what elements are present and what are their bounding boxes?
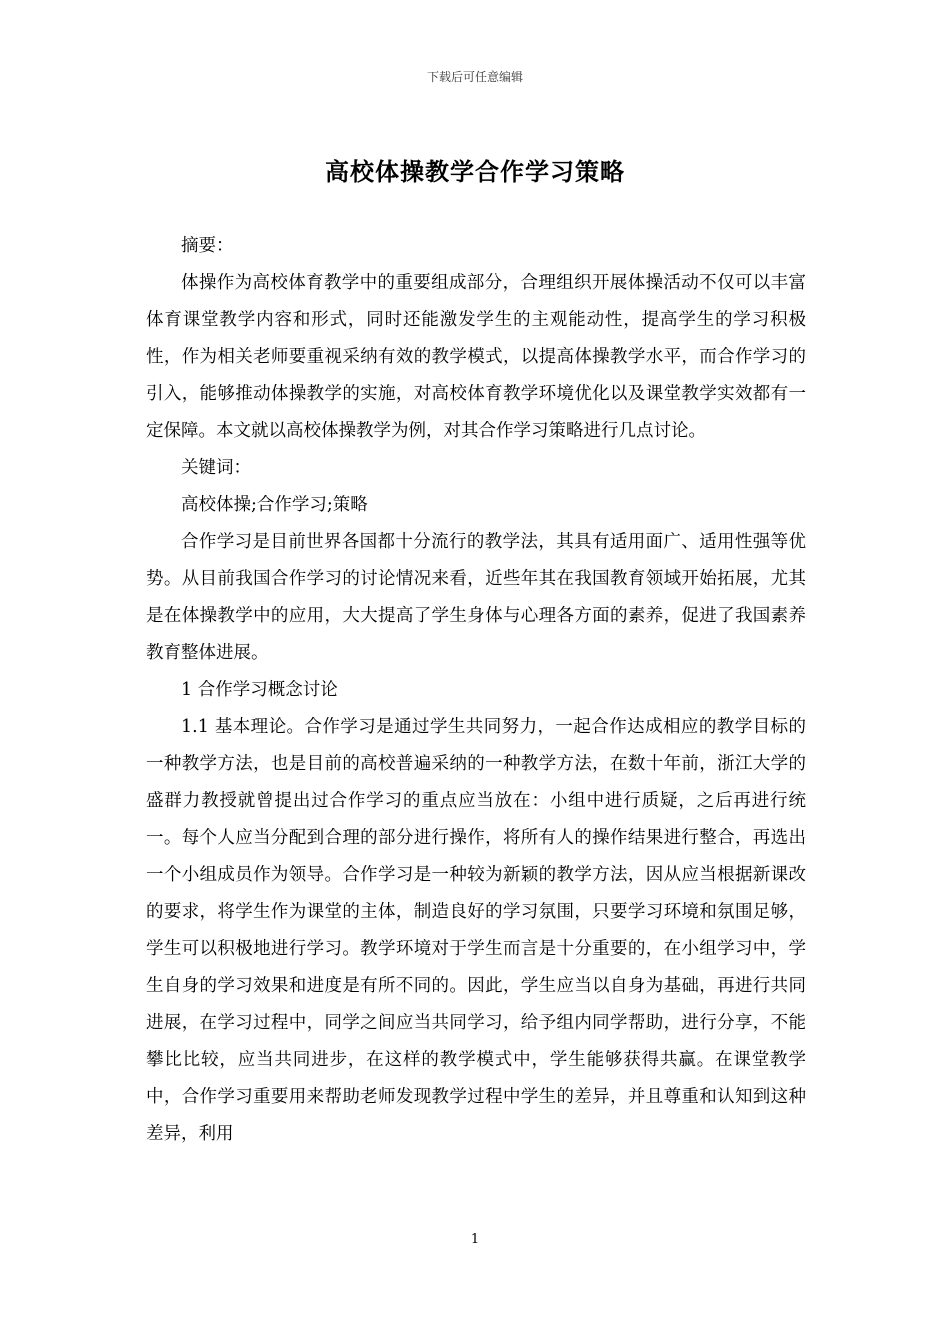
keywords: 高校体操;合作学习;策略 xyxy=(181,495,368,515)
document-body xyxy=(146,228,806,1153)
header-note: 下载后可任意编辑 xyxy=(426,70,523,84)
intro-paragraph: 合作学习是目前世界各国都十分流行的教学法，其具有适用面广、适用性强等优势。从目前我国合作学习的讨论情况来看，近些年其在我国教育领域开始拓展，尤其是在体操教学中的应用，大大提高了学生身体与心理各方面的素养，促进了我国素养教育整体进展。 xyxy=(146,532,806,663)
document-title: 高校体操教学合作学习策略 xyxy=(325,157,625,186)
abstract-label: 摘要： xyxy=(181,236,234,256)
keywords-label: 关键词： xyxy=(181,458,251,478)
section-paragraph: 1.1 基本理论。合作学习是通过学生共同努力，一起合作达成相应的教学目标的一种教学方法，也是目前的高校普遍采纳的一种教学方法，在数十年前，浙江大学的盛群力教授就曾提出过合作学习的重点应当放在：小组中进行质疑，之后再进行统一。每个人应当分配到合理的部分进行操作，将所有人的操作结果进行整合，再选出一个小组成员作为领导。合作学习是一种较为新颖的教学方法，因从应当根据新课改的要求，将学生作为课堂的主体，制造良好的学习氛围，只要学习环境和氛围足够，学生可以积极地进行学习。教学环境对于学生而言是十分重要的，在小组学习中，学生自身的学习效果和进度是有所不同的。因此，学生应当以自身为基础，再进行共同进展，在学习过程中，同学之间应当共同学习，给予组内同学帮助，进行分享，不能攀比比较，应当共同进步，在这样的教学模式中，学生能够获得共赢。在课堂教学中，合作学习重要用来帮助老师发现教学过程中学生的差异，并且尊重和认知到这种差异，利用 xyxy=(146,717,806,1144)
page-number: 1 xyxy=(470,1232,480,1247)
section-heading: 1 合作学习概念讨论 xyxy=(181,680,338,700)
abstract-paragraph: 体操作为高校体育教学中的重要组成部分，合理组织开展体操活动不仅可以丰富体育课堂教学内容和形式，同时还能激发学生的主观能动性，提高学生的学习积极性，作为相关老师要重视采纳有效的教学模式，以提高体操教学水平，而合作学习的引入，能够推动体操教学的实施，对高校体育教学环境优化以及课堂教学实效都有一定保障。本文就以高校体操教学为例，对其合作学习策略进行几点讨论。 xyxy=(146,273,806,441)
